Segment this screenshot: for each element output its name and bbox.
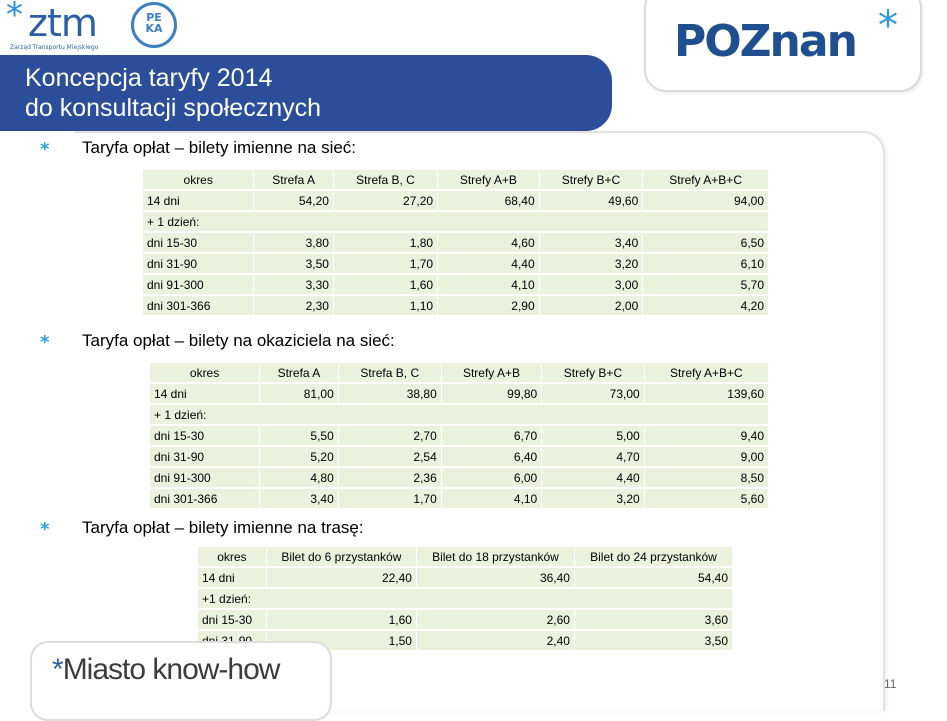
row-label: dni 91-300 bbox=[143, 275, 254, 296]
price-cell: 49,60 bbox=[540, 191, 644, 212]
section-heading-3: Taryfa opłat – bilety imienne na trasę: bbox=[82, 518, 364, 537]
column-header: okres bbox=[198, 547, 267, 568]
table-row bbox=[150, 468, 769, 489]
row-label: dni 15-30 bbox=[198, 610, 267, 631]
table-row bbox=[150, 405, 769, 426]
column-header: Strefy B+C bbox=[540, 170, 644, 191]
price-cell: 2,30 bbox=[254, 296, 334, 317]
price-cell: 1,80 bbox=[334, 233, 438, 254]
price-cell: 2,40 bbox=[417, 631, 575, 652]
column-header: Strefa A bbox=[260, 363, 339, 384]
price-cell: 99,80 bbox=[442, 384, 542, 405]
column-header: Bilet do 6 przystanków bbox=[267, 547, 417, 568]
slide-title bbox=[25, 63, 321, 123]
price-cell: 27,20 bbox=[334, 191, 438, 212]
row-label: dni 15-30 bbox=[143, 233, 254, 254]
price-cell: 6,50 bbox=[643, 233, 769, 254]
table-row bbox=[143, 191, 769, 212]
price-cell: 8,50 bbox=[645, 468, 769, 489]
price-cell: 5,60 bbox=[645, 489, 769, 510]
slide-title-line1: Koncepcja taryfy 2014 bbox=[25, 64, 273, 92]
table-row bbox=[198, 610, 733, 631]
table-row bbox=[143, 212, 769, 233]
section-heading-2: Taryfa opłat – bilety na okaziciela na sieć: bbox=[82, 331, 395, 350]
table-header-row bbox=[198, 547, 733, 568]
price-cell: 4,80 bbox=[260, 468, 339, 489]
column-header: Bilet do 18 przystanków bbox=[417, 547, 575, 568]
column-header: Strefa B, C bbox=[339, 363, 442, 384]
column-header: okres bbox=[143, 170, 254, 191]
price-cell: 2,36 bbox=[339, 468, 442, 489]
row-label: dni 91-300 bbox=[150, 468, 260, 489]
price-cell: 54,40 bbox=[575, 568, 733, 589]
table-row bbox=[143, 296, 769, 317]
peka-logo bbox=[131, 2, 177, 48]
table-header-row bbox=[143, 170, 769, 191]
column-header: okres bbox=[150, 363, 260, 384]
bullet-star-icon: * bbox=[40, 519, 50, 540]
price-cell: 3,20 bbox=[542, 489, 644, 510]
price-cell: 6,00 bbox=[442, 468, 542, 489]
ztm-logo-word: ztm bbox=[28, 1, 97, 45]
column-header: Strefy A+B bbox=[442, 363, 542, 384]
price-cell: 3,50 bbox=[254, 254, 334, 275]
column-header: Bilet do 24 przystanków bbox=[575, 547, 733, 568]
price-cell: 94,00 bbox=[643, 191, 769, 212]
ztm-logo bbox=[6, 0, 126, 54]
row-label: + 1 dzień: bbox=[150, 405, 769, 426]
price-cell: 3,80 bbox=[254, 233, 334, 254]
peka-logo-line1: PE bbox=[146, 11, 162, 24]
price-cell: 2,70 bbox=[339, 426, 442, 447]
price-cell: 1,50 bbox=[267, 631, 417, 652]
column-header: Strefa A bbox=[254, 170, 334, 191]
poznan-star-icon: * bbox=[878, 3, 898, 49]
price-cell: 68,40 bbox=[438, 191, 540, 212]
price-cell: 6,70 bbox=[442, 426, 542, 447]
price-cell: 6,10 bbox=[643, 254, 769, 275]
bullet-star-icon: * bbox=[40, 139, 50, 160]
price-cell: 1,10 bbox=[334, 296, 438, 317]
price-cell: 4,40 bbox=[438, 254, 540, 275]
price-cell: 3,30 bbox=[254, 275, 334, 296]
title-bar bbox=[0, 55, 612, 131]
price-cell: 5,50 bbox=[260, 426, 339, 447]
row-label: dni 31-90 bbox=[143, 254, 254, 275]
column-header: Strefy A+B bbox=[438, 170, 540, 191]
footer-card bbox=[30, 641, 332, 721]
ztm-star-icon: * bbox=[6, 0, 23, 35]
row-label: 14 dni bbox=[143, 191, 254, 212]
table-row bbox=[150, 489, 769, 510]
price-cell: 54,20 bbox=[254, 191, 334, 212]
row-label: + 1 dzień: bbox=[143, 212, 769, 233]
price-cell: 4,20 bbox=[643, 296, 769, 317]
page-number: 11 bbox=[884, 677, 897, 691]
footer-star-icon: * bbox=[52, 653, 63, 686]
price-cell: 5,70 bbox=[643, 275, 769, 296]
poznan-logo-word: POZnan bbox=[674, 16, 856, 67]
price-cell: 73,00 bbox=[542, 384, 644, 405]
price-cell: 2,60 bbox=[417, 610, 575, 631]
table-row bbox=[150, 447, 769, 468]
price-cell: 4,70 bbox=[542, 447, 644, 468]
price-cell: 3,40 bbox=[540, 233, 644, 254]
price-cell: 2,00 bbox=[540, 296, 644, 317]
table-row bbox=[143, 254, 769, 275]
price-cell: 81,00 bbox=[260, 384, 339, 405]
footer-tagline: Miasto know-how bbox=[62, 653, 280, 686]
price-cell: 3,40 bbox=[260, 489, 339, 510]
price-cell: 139,60 bbox=[645, 384, 769, 405]
column-header: Strefy B+C bbox=[542, 363, 644, 384]
price-cell: 4,60 bbox=[438, 233, 540, 254]
column-header: Strefy A+B+C bbox=[643, 170, 769, 191]
bullet-star-icon: * bbox=[40, 332, 50, 353]
price-cell: 4,10 bbox=[438, 275, 540, 296]
price-cell: 5,20 bbox=[260, 447, 339, 468]
table-header-row bbox=[150, 363, 769, 384]
price-cell: 4,40 bbox=[542, 468, 644, 489]
peka-logo-line2: KA bbox=[145, 22, 163, 35]
price-cell: 9,00 bbox=[645, 447, 769, 468]
table-row bbox=[150, 384, 769, 405]
price-cell: 2,90 bbox=[438, 296, 540, 317]
poznan-logo-card bbox=[644, 0, 922, 92]
row-label: 14 dni bbox=[198, 568, 267, 589]
table-row bbox=[143, 275, 769, 296]
price-cell: 9,40 bbox=[645, 426, 769, 447]
row-label: dni 301-366 bbox=[150, 489, 260, 510]
price-cell: 1,70 bbox=[334, 254, 438, 275]
ztm-logo-subtitle: Zarząd Transportu Miejskiego bbox=[10, 44, 99, 51]
row-label: dni 31-90 bbox=[150, 447, 260, 468]
price-cell: 4,10 bbox=[442, 489, 542, 510]
table-row bbox=[143, 233, 769, 254]
row-label: +1 dzień: bbox=[198, 589, 733, 610]
price-cell: 38,80 bbox=[339, 384, 442, 405]
price-cell: 6,40 bbox=[442, 447, 542, 468]
price-cell: 3,50 bbox=[575, 631, 733, 652]
row-label: dni 15-30 bbox=[150, 426, 260, 447]
row-label: dni 301-366 bbox=[143, 296, 254, 317]
price-cell: 1,60 bbox=[267, 610, 417, 631]
price-cell: 3,20 bbox=[540, 254, 644, 275]
row-label: 14 dni bbox=[150, 384, 260, 405]
price-cell: 1,60 bbox=[334, 275, 438, 296]
price-cell: 36,40 bbox=[417, 568, 575, 589]
tariff-table-1 bbox=[143, 170, 769, 317]
price-cell: 1,70 bbox=[339, 489, 442, 510]
section-heading-1: Taryfa opłat – bilety imienne na sieć: bbox=[82, 138, 357, 157]
tariff-table-3 bbox=[198, 547, 733, 652]
table-row bbox=[198, 568, 733, 589]
slide-title-line2: do konsultacji społecznych bbox=[25, 94, 321, 122]
column-header: Strefy A+B+C bbox=[645, 363, 769, 384]
price-cell: 2,54 bbox=[339, 447, 442, 468]
price-cell: 3,60 bbox=[575, 610, 733, 631]
table-row bbox=[150, 426, 769, 447]
price-cell: 5,00 bbox=[542, 426, 644, 447]
price-cell: 22,40 bbox=[267, 568, 417, 589]
column-header: Strefa B, C bbox=[334, 170, 438, 191]
table-row bbox=[198, 589, 733, 610]
price-cell: 3,00 bbox=[540, 275, 644, 296]
tariff-table-2 bbox=[150, 363, 769, 510]
